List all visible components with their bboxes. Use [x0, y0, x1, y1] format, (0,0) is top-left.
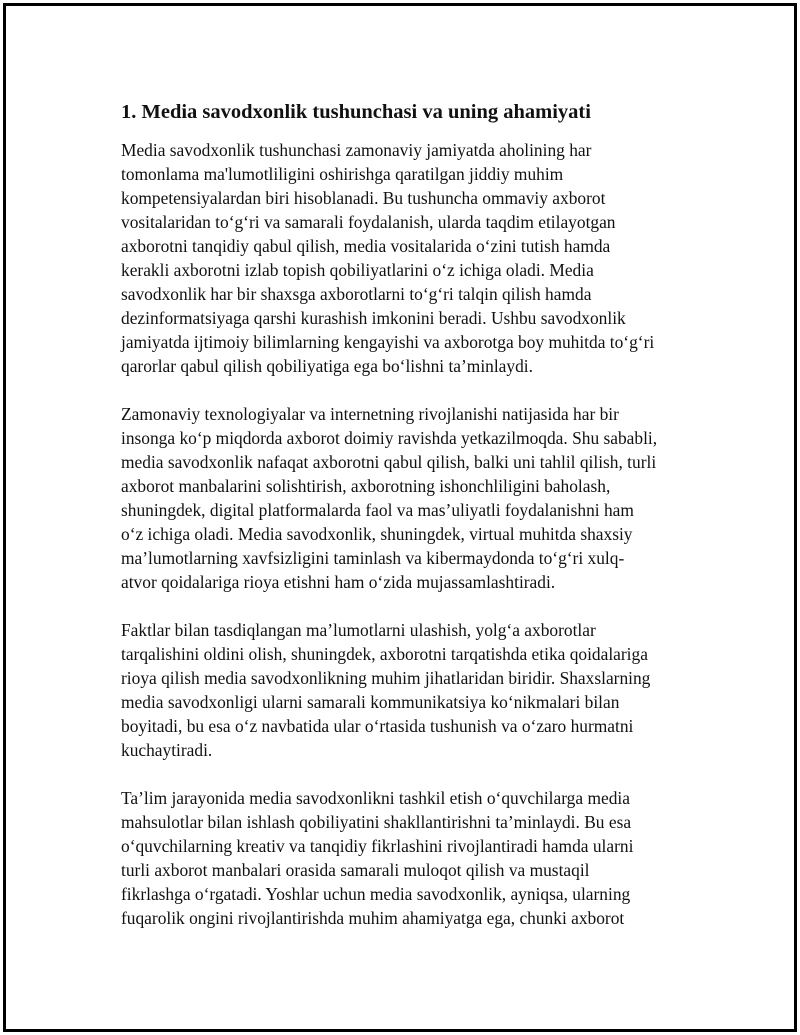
text-line: kuchaytiradi. — [121, 740, 213, 760]
text-line: Zamonaviy texnologiyalar va internetning rivojlanishi natijasida har bir — [121, 404, 619, 424]
text-line: axborotni tanqidiy qabul qilish, media vositalarida o‘zini tutish hamda — [121, 236, 611, 256]
text-line: jamiyatda ijtimoiy bilimlarning kengayishi va axborotga boy muhitda to‘g‘ri — [121, 332, 655, 352]
document-body — [121, 98, 691, 954]
text-line: fikrlashga o‘rgatadi. Yoshlar uchun media savodxonlik, ayniqsa, ularning — [121, 884, 631, 904]
text-line: atvor qoidalariga rioya etishni ham o‘zida mujassamlashtiradi. — [121, 572, 556, 592]
text-line: rioya qilish media savodxonlikning muhim jihatlaridan biridir. Shaxslarning — [121, 668, 651, 688]
text-line: turli axborot manbalari orasida samarali muloqot qilish va mustaqil — [121, 860, 590, 880]
text-line: Faktlar bilan tasdiqlangan ma’lumotlarni ulashish, yolg‘a axborotlar — [121, 620, 596, 640]
text-line: shuningdek, digital platformalarda faol va mas’uliyatli foydalanishni ham — [121, 500, 634, 520]
text-line: o‘z ichiga oladi. Media savodxonlik, shuningdek, virtual muhitda shaxsiy — [121, 524, 633, 544]
text-line: vositalaridan to‘g‘ri va samarali foydalanish, ularda taqdim etilayotgan — [121, 212, 616, 232]
text-line: qarorlar qabul qilish qobiliyatiga ega bo‘lishni ta’minlaydi. — [121, 356, 533, 376]
paragraph — [121, 402, 691, 594]
paragraph — [121, 618, 691, 762]
paragraph — [121, 138, 691, 378]
text-line: tarqalishini oldini olish, shuningdek, axborotni tarqatishda etika qoidalariga — [121, 644, 648, 664]
text-line: savodxonlik har bir shaxsga axborotlarni to‘g‘ri talqin qilish hamda — [121, 284, 592, 304]
text-line: boyitadi, bu esa o‘z navbatida ular o‘rtasida tushunish va o‘zaro hurmatni — [121, 716, 634, 736]
text-line: kerakli axborotni izlab topish qobiliyatlarini o‘z ichiga oladi. Media — [121, 260, 594, 280]
text-line: mahsulotlar bilan ishlash qobiliyatini shakllantirishni ta’minlaydi. Bu esa — [121, 812, 632, 832]
page-frame — [3, 3, 797, 1032]
text-line: tomonlama ma'lumotliligini oshirishga qaratilgan jiddiy muhim — [121, 164, 564, 184]
text-line: ma’lumotlarning xavfsizligini taminlash va kibermaydonda to‘g‘ri xulq- — [121, 548, 625, 568]
paragraphs-container — [121, 138, 691, 930]
text-line: Ta’lim jarayonida media savodxonlikni tashkil etish o‘quvchilarga media — [121, 788, 630, 808]
paragraph — [121, 786, 691, 930]
text-line: insonga ko‘p miqdorda axborot doimiy ravishda yetkazilmoqda. Shu sababli, — [121, 428, 658, 448]
text-line: media savodxonligi ularni samarali kommunikatsiya ko‘nikmalari bilan — [121, 692, 620, 712]
text-line: kompetensiyalardan biri hisoblanadi. Bu tushuncha ommaviy axborot — [121, 188, 606, 208]
text-line: media savodxonlik nafaqat axborotni qabul qilish, balki uni tahlil qilish, turli — [121, 452, 657, 472]
text-line: dezinformatsiyaga qarshi kurashish imkonini beradi. Ushbu savodxonlik — [121, 308, 626, 328]
text-line: fuqarolik ongini rivojlantirishda muhim ahamiyatga ega, chunki axborot — [121, 908, 625, 928]
text-line: Media savodxonlik tushunchasi zamonaviy jamiyatda aholining har — [121, 140, 592, 160]
text-line: o‘quvchilarning kreativ va tanqidiy fikrlashini rivojlantiradi hamda ularni — [121, 836, 634, 856]
section-heading: 1. Media savodxonlik tushunchasi va uning ahamiyati — [121, 101, 591, 123]
text-line: axborot manbalarini solishtirish, axborotning ishonchliligini baholash, — [121, 476, 611, 496]
